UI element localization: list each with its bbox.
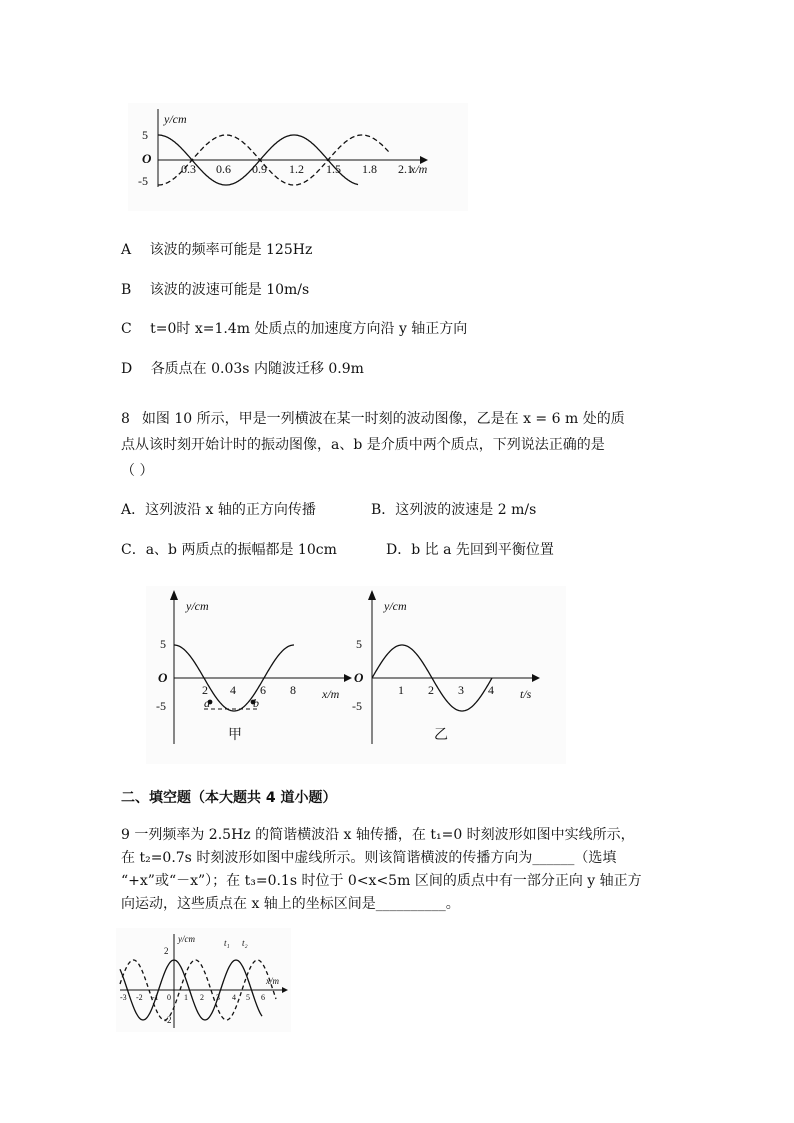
q8-option-c[interactable]: C．a、b 两质点的振幅都是 10cm [121, 542, 337, 558]
fig3-xtick: 2 [200, 993, 204, 1002]
q8-option-d[interactable]: D．b 比 a 先回到平衡位置 [386, 542, 554, 558]
jia-ylabel: y/cm [186, 599, 209, 613]
yi-origin: O [354, 670, 364, 685]
yi-xtick: 1 [398, 683, 404, 697]
jia-origin: O [158, 670, 168, 685]
jia-point-a: a [204, 696, 210, 710]
q7-option-d[interactable] [121, 359, 364, 379]
fig3-xtick: -1 [152, 993, 159, 1002]
jia-xtick: 6 [260, 683, 266, 697]
fig3-xtick: 0 [167, 993, 171, 1002]
option-letter: B [121, 282, 132, 298]
fig1-xtick: 1.2 [289, 162, 304, 176]
option-letter: D [121, 361, 133, 377]
fig1-xtick: 2.1 [398, 162, 413, 176]
option-text: t=0时 x=1.4m 处质点的加速度方向沿 y 轴正方向 [150, 321, 468, 337]
yi-xunit: t/s [520, 687, 532, 701]
fig1-ylabel: y/cm [164, 112, 187, 126]
wave-figure-1 [128, 103, 468, 211]
fig3-ylabel: y/cm [178, 934, 195, 944]
fig1-xtick: 1.8 [362, 162, 377, 176]
q9-line3: “+x”或“－x”）；在 t₃=0.1s 时位于 0<x<5m 区间的质点中有一部分正向 y 轴正方 [121, 873, 642, 889]
option-text: 该波的波速可能是 10m/s [149, 282, 310, 298]
q9-line1: 9 一列频率为 2.5Hz 的简谐横波沿 x 轴传播，在 t₁=0 时刻波形如图中实线所示， [121, 827, 635, 843]
jia-caption: 甲 [228, 728, 242, 743]
option-letter: C [121, 321, 132, 337]
yi-yneg: -5 [352, 699, 362, 713]
yi-ypos: 5 [356, 637, 362, 651]
yi-caption: 乙 [434, 728, 448, 743]
yi-xtick: 3 [458, 683, 464, 697]
jia-point-b: b [253, 696, 259, 710]
fig3-ypos: 2 [164, 946, 169, 956]
wave-figure-3 [116, 928, 291, 1032]
fig3-yneg: -2 [164, 1015, 172, 1025]
fig1-ypos: 5 [142, 128, 148, 142]
q8-option-a[interactable]: A．这列波沿 x 轴的正方向传播 [121, 502, 316, 518]
jia-xunit: x/m [322, 687, 340, 701]
option-letter: A [121, 242, 132, 258]
fig1-xtick: 0.9 [252, 162, 267, 176]
wave-figure-2 [146, 586, 566, 764]
jia-ypos: 5 [160, 637, 166, 651]
fig1-xtick: 0.6 [216, 162, 231, 176]
fig1-yneg: -5 [138, 174, 148, 188]
fig3-xtick: 6 [261, 993, 265, 1002]
fig3-xtick: 3 [216, 993, 220, 1002]
option-text: 该波的频率可能是 125Hz [149, 242, 313, 258]
fig3-xtick: 5 [246, 993, 250, 1002]
fig3-xtick: -3 [120, 993, 127, 1002]
fig3-xtick: 1 [184, 993, 188, 1002]
graph-yi [352, 590, 540, 744]
q9-line4: 向运动，这些质点在 x 轴上的坐标区间是__________。 [121, 896, 460, 912]
fig1-xtick: 0.3 [181, 162, 196, 176]
fig1-origin: O [142, 151, 152, 166]
fig3-xtick: -2 [136, 993, 143, 1002]
fig3-t2: t₂ [242, 938, 248, 948]
q7-option-c[interactable] [121, 319, 467, 339]
fig3-t1: t₁ [224, 938, 230, 948]
q9-stem [121, 824, 642, 916]
q8-number: 8 [121, 411, 130, 427]
jia-yneg: -5 [156, 699, 166, 713]
fig1-xunit: x/m [410, 162, 428, 176]
jia-xtick: 4 [230, 683, 236, 697]
q9-line2: 在 t₂=0.7s 时刻波形如图中虚线所示。则该简谐横波的传播方向为______（选填 [121, 850, 617, 866]
option-text: 各质点在 0.03s 内随波迁移 0.9m [150, 361, 364, 377]
section-heading: 二、填空题（本大题共 4 道小题） [121, 790, 337, 806]
yi-xtick: 2 [428, 683, 434, 697]
yi-xtick: 4 [488, 683, 494, 697]
fig3-xtick: 4 [232, 993, 236, 1002]
jia-xtick: 8 [290, 683, 296, 697]
jia-xtick: 2 [202, 683, 208, 697]
yi-ylabel: y/cm [384, 599, 407, 613]
fig1-xtick: 1.5 [326, 162, 341, 176]
q7-option-b[interactable] [121, 280, 309, 300]
q8-line3: （ ） [121, 463, 154, 479]
graph-jia [156, 590, 352, 744]
q8-line2: 点从该时刻开始计时的振动图像，a、b 是介质中两个质点，下列说法正确的是 [121, 437, 605, 453]
q7-option-a[interactable] [121, 240, 312, 260]
q8-option-b[interactable]: B．这列波的波速是 2 m/s [371, 502, 537, 518]
fig3-xunit: x/m [266, 976, 279, 986]
q8-stem [121, 406, 625, 484]
q8-line1: 如图 10 所示，甲是一列横波在某一时刻的波动图像，乙是在 x = 6 m 处的质 [141, 411, 625, 427]
